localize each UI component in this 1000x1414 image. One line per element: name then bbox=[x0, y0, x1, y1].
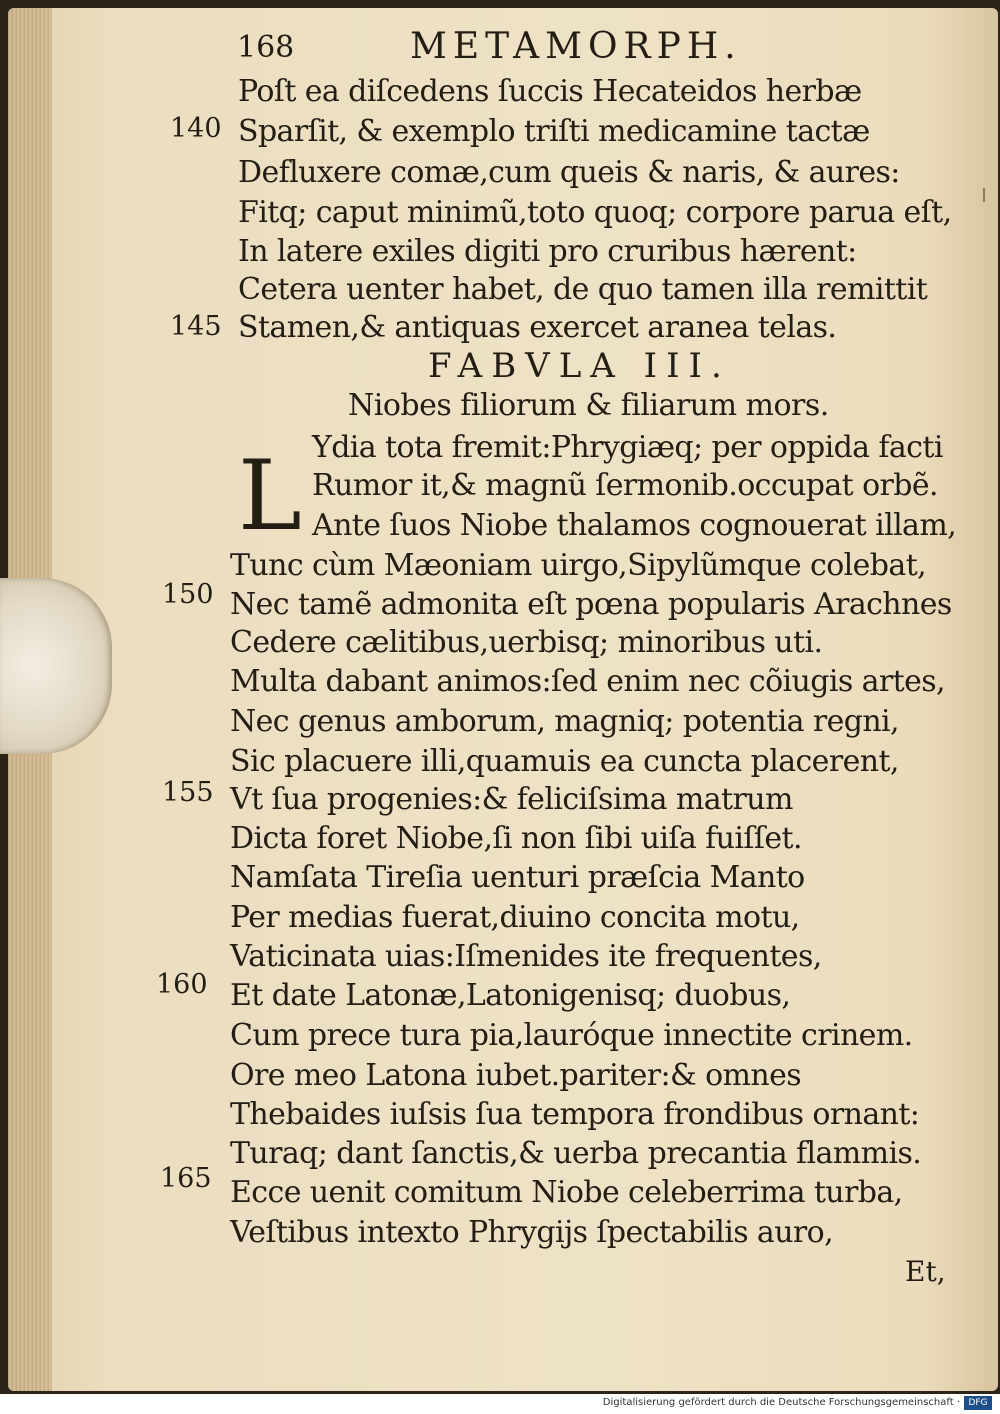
verse-line: Ore meo Latona iubet.pariter:& omnes bbox=[230, 1058, 802, 1093]
fable-heading: FABVLA III. bbox=[428, 346, 731, 386]
line-number: 165 bbox=[160, 1163, 212, 1194]
verse-line: Poſt ea diſcedens ſuccis Hecateidos herbæ bbox=[238, 74, 862, 109]
verse-line: Thebaides iuſsis ſua tempora frondibus ornant: bbox=[230, 1097, 920, 1132]
line-number: 145 bbox=[170, 311, 222, 342]
footer-bar bbox=[0, 1394, 1000, 1414]
line-number: 160 bbox=[156, 969, 208, 1000]
line-number: 155 bbox=[162, 777, 214, 808]
verse-line: Defluxere comæ,cum queis & naris, & aures: bbox=[238, 155, 900, 190]
verse-line: Cedere cælitibus,uerbisq; minoribus uti. bbox=[230, 625, 823, 660]
footer-credit: Digitalisierung gefördert durch die Deutsche Forschungsgemeinschaft · bbox=[602, 1397, 960, 1408]
fable-subtitle: Niobes filiorum & filiarum mors. bbox=[348, 388, 829, 423]
verse-line: Sparſit, & exemplo triſti medicamine tactæ bbox=[238, 114, 870, 149]
verse-line: Namſata Tireſia uenturi præſcia Manto bbox=[230, 860, 805, 895]
verse-line: Turaq; dant ſanctis,& uerba precantia flammis. bbox=[230, 1136, 922, 1171]
verse-line: Veſtibus intexto Phrygijs ſpectabilis auro, bbox=[230, 1215, 834, 1250]
page-number: 168 bbox=[237, 30, 295, 65]
verse-line: Ante ſuos Niobe thalamos cognouerat illam, bbox=[312, 508, 957, 543]
verse-line: Stamen,& antiquas exercet aranea telas. bbox=[238, 310, 837, 345]
running-title: METAMORPH. bbox=[410, 26, 742, 67]
verse-line: Sic placuere illi,quamuis ea cuncta placerent, bbox=[230, 744, 899, 779]
verse-line: Cetera uenter habet, de quo tamen illa remittit bbox=[238, 272, 928, 307]
verse-line: In latere exiles digiti pro cruribus hærent: bbox=[238, 234, 857, 269]
page-clip bbox=[0, 578, 112, 754]
verse-line: Ecce uenit comitum Niobe celeberrima turba, bbox=[230, 1175, 903, 1210]
page-mark bbox=[983, 188, 985, 202]
catchword: Et, bbox=[905, 1255, 946, 1288]
verse-line: Nec genus amborum, magniq; potentia regni, bbox=[230, 704, 899, 739]
verse-line: Vaticinata uias:Iſmenides ite frequentes, bbox=[230, 939, 822, 974]
verse-line: Fitq; caput minimũ,toto quoq; corpore parua eſt, bbox=[238, 195, 952, 230]
verse-line: Tunc cùm Mæoniam uirgo,Sipylũmque colebat, bbox=[230, 548, 927, 583]
drop-cap: L bbox=[238, 440, 302, 552]
verse-line: Rumor it,& magnũ ſermonib.occupat orbẽ. bbox=[312, 468, 938, 503]
line-number: 140 bbox=[170, 113, 222, 144]
verse-line: Dicta foret Niobe,ſi non ſibi uiſa fuiſſet. bbox=[230, 821, 802, 856]
verse-line: Multa dabant animos:ſed enim nec cõiugis artes, bbox=[230, 664, 945, 699]
verse-line: Ydia tota fremit:Phrygiæq; per oppida facti bbox=[312, 430, 943, 465]
line-number: 150 bbox=[162, 579, 214, 610]
verse-line: Vt ſua progenies:& feliciſsima matrum bbox=[230, 782, 793, 817]
verse-line: Nec tamẽ admonita eſt pœna popularis Arachnes bbox=[230, 587, 952, 622]
verse-line: Per medias fuerat,diuino concita motu, bbox=[230, 900, 800, 935]
verse-line: Et date Latonæ,Latonigenisq; duobus, bbox=[230, 978, 791, 1013]
dfg-logo-icon: DFG bbox=[964, 1396, 992, 1410]
verse-line: Cum prece tura pia,lauróque innectite crinem. bbox=[230, 1018, 913, 1053]
